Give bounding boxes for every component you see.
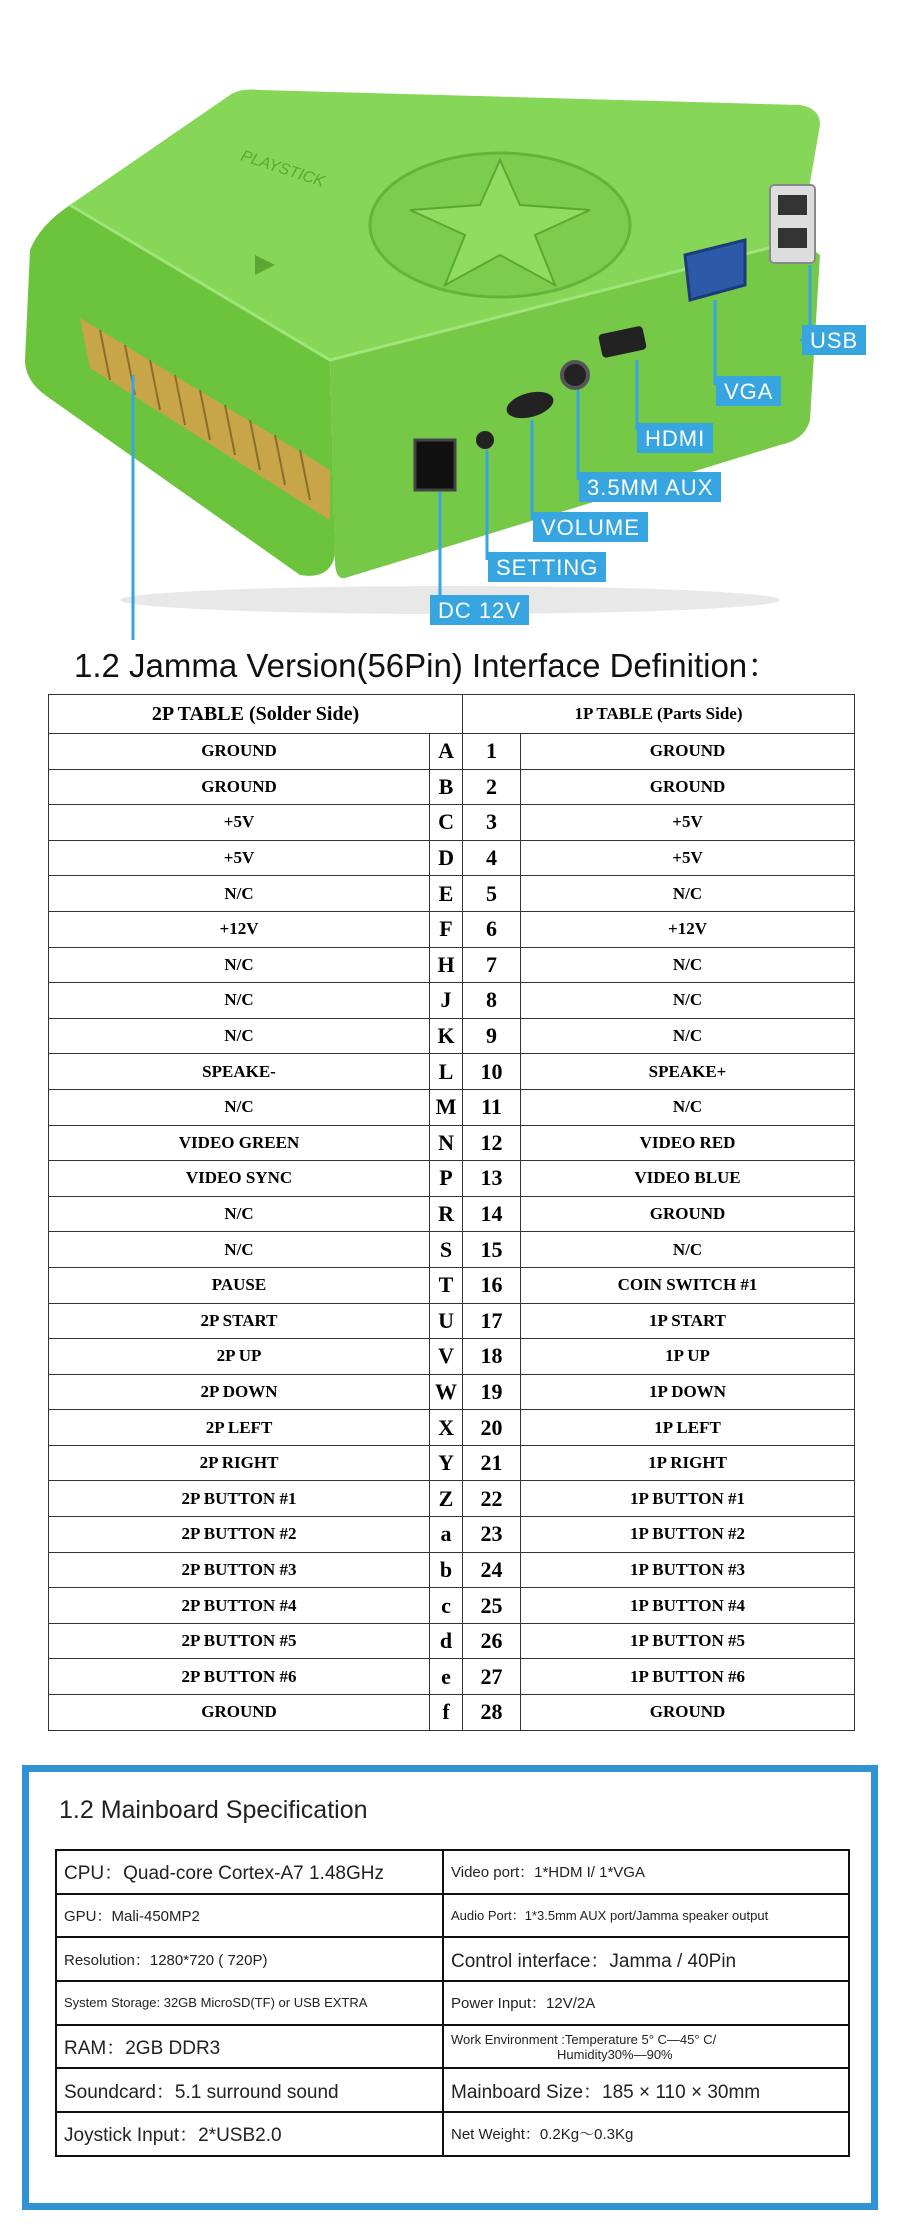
pin-right-signal: VIDEO BLUE	[521, 1161, 855, 1197]
pin-left-signal: 2P BUTTON #5	[49, 1623, 430, 1659]
pin-left-signal: GROUND	[49, 769, 430, 805]
pinout-row	[49, 840, 855, 876]
pin-left-signal: N/C	[49, 1018, 430, 1054]
pin-solder-letter: A	[430, 734, 463, 770]
spec-row	[56, 2025, 849, 2069]
pin-left-signal: SPEAKE-	[49, 1054, 430, 1090]
console-box-image	[0, 0, 900, 640]
pinout-row	[49, 769, 855, 805]
pinout-row	[49, 1339, 855, 1375]
pinout-row	[49, 1552, 855, 1588]
pinout-row	[49, 734, 855, 770]
pinout-row	[49, 1054, 855, 1090]
dc-jack-icon	[415, 440, 455, 490]
pin-left-signal: N/C	[49, 1232, 430, 1268]
pin-right-signal: N/C	[521, 983, 855, 1019]
pin-left-signal: 2P BUTTON #3	[49, 1552, 430, 1588]
pin-right-signal: SPEAKE+	[521, 1054, 855, 1090]
spec-work-environment-line1: Work Environment :Temperature 5° C—45° C/	[451, 2031, 717, 2047]
pin-right-signal: VIDEO RED	[521, 1125, 855, 1161]
pin-parts-number: 1	[463, 734, 521, 770]
spec-title: 1.2 Mainboard Specification	[59, 1796, 368, 1824]
spec-table	[55, 1849, 850, 2157]
pin-solder-letter: R	[430, 1196, 463, 1232]
aux-jack-icon	[562, 362, 588, 388]
pin-solder-letter: b	[430, 1552, 463, 1588]
pinout-row	[49, 1232, 855, 1268]
pinout-row	[49, 1517, 855, 1553]
pinout-row	[49, 1374, 855, 1410]
pin-right-signal: GROUND	[521, 1695, 855, 1731]
pin-right-signal: GROUND	[521, 734, 855, 770]
spec-row	[56, 1894, 849, 1938]
pin-left-signal: 2P LEFT	[49, 1410, 430, 1446]
pin-solder-letter: d	[430, 1623, 463, 1659]
pin-left-signal: GROUND	[49, 734, 430, 770]
pin-right-signal: 1P BUTTON #3	[521, 1552, 855, 1588]
pin-solder-letter: X	[430, 1410, 463, 1446]
pin-parts-number: 3	[463, 805, 521, 841]
pin-left-signal: VIDEO SYNC	[49, 1161, 430, 1197]
pin-solder-letter: B	[430, 769, 463, 805]
pin-right-signal: 1P BUTTON #5	[521, 1623, 855, 1659]
pin-parts-number: 10	[463, 1054, 521, 1090]
pin-parts-number: 26	[463, 1623, 521, 1659]
pin-left-signal: +5V	[49, 840, 430, 876]
pinout-row	[49, 1089, 855, 1125]
pin-parts-number: 14	[463, 1196, 521, 1232]
pin-solder-letter: e	[430, 1659, 463, 1695]
pin-solder-letter: P	[430, 1161, 463, 1197]
product-illustration	[0, 0, 900, 640]
pin-left-signal: N/C	[49, 947, 430, 983]
pinout-row	[49, 1445, 855, 1481]
pin-solder-letter: U	[430, 1303, 463, 1339]
brand-logo-text: PLAYSTICK	[238, 147, 327, 191]
pin-solder-letter: T	[430, 1267, 463, 1303]
pin-solder-letter: V	[430, 1339, 463, 1375]
right-table-header: 1P TABLE (Parts Side)	[463, 695, 855, 734]
pinout-row	[49, 1196, 855, 1232]
pin-parts-number: 20	[463, 1410, 521, 1446]
spec-mainboard-size: Mainboard Size：185 × 110 × 30mm	[443, 2068, 849, 2112]
pin-left-signal: N/C	[49, 983, 430, 1019]
pin-parts-number: 9	[463, 1018, 521, 1054]
pin-left-signal: N/C	[49, 876, 430, 912]
pinout-title: 1.2 Jamma Version(56Pin) Interface Definition：	[74, 647, 781, 684]
pin-right-signal: 1P RIGHT	[521, 1445, 855, 1481]
spec-ram: RAM：2GB DDR3	[56, 2025, 443, 2069]
pin-solder-letter: E	[430, 876, 463, 912]
pin-left-signal: 2P DOWN	[49, 1374, 430, 1410]
pin-solder-letter: Y	[430, 1445, 463, 1481]
pinout-row	[49, 805, 855, 841]
pinout-row	[49, 1125, 855, 1161]
pin-left-signal: N/C	[49, 1196, 430, 1232]
pin-left-signal: PAUSE	[49, 1267, 430, 1303]
left-table-header: 2P TABLE (Solder Side)	[49, 695, 463, 734]
spec-gpu: GPU：Mali-450MP2	[56, 1894, 443, 1938]
pin-parts-number: 17	[463, 1303, 521, 1339]
pin-parts-number: 2	[463, 769, 521, 805]
pin-left-signal: 2P BUTTON #1	[49, 1481, 430, 1517]
pin-parts-number: 21	[463, 1445, 521, 1481]
pin-right-signal: 1P UP	[521, 1339, 855, 1375]
pinout-row	[49, 1481, 855, 1517]
pin-left-signal: +5V	[49, 805, 430, 841]
pin-parts-number: 27	[463, 1659, 521, 1695]
spec-joystick-input: Joystick Input：2*USB2.0	[56, 2112, 443, 2156]
spec-row	[56, 2112, 849, 2156]
pin-right-signal: N/C	[521, 1018, 855, 1054]
pinout-row	[49, 876, 855, 912]
pin-solder-letter: Z	[430, 1481, 463, 1517]
pin-parts-number: 4	[463, 840, 521, 876]
pinout-row	[49, 1695, 855, 1731]
spec-control-interface: Control interface：Jamma / 40Pin	[443, 1937, 849, 1981]
pin-parts-number: 8	[463, 983, 521, 1019]
spec-frame	[22, 1765, 878, 2210]
spec-row	[56, 1981, 849, 2025]
pin-right-signal: +5V	[521, 840, 855, 876]
spec-soundcard: Soundcard：5.1 surround sound	[56, 2068, 443, 2112]
pin-solder-letter: H	[430, 947, 463, 983]
pin-solder-letter: D	[430, 840, 463, 876]
setting-callout: SETTING	[488, 552, 606, 582]
pinout-row	[49, 911, 855, 947]
pin-right-signal: N/C	[521, 947, 855, 983]
spec-storage: System Storage: 32GB MicroSD(TF) or USB EXTRA	[56, 1981, 443, 2025]
pin-right-signal: +12V	[521, 911, 855, 947]
spec-power-input: Power Input：12V/2A	[443, 1981, 849, 2025]
spec-audio-port: Audio Port：1*3.5mm AUX port/Jamma speaker output	[443, 1894, 849, 1938]
hdmi-callout: HDMI	[637, 423, 713, 453]
pin-solder-letter: J	[430, 983, 463, 1019]
pinout-row	[49, 1623, 855, 1659]
pin-solder-letter: a	[430, 1517, 463, 1553]
pin-parts-number: 22	[463, 1481, 521, 1517]
pin-parts-number: 11	[463, 1089, 521, 1125]
pin-parts-number: 24	[463, 1552, 521, 1588]
pin-parts-number: 25	[463, 1588, 521, 1624]
pin-solder-letter: L	[430, 1054, 463, 1090]
spec-resolution: Resolution：1280*720 ( 720P)	[56, 1937, 443, 1981]
pin-parts-number: 15	[463, 1232, 521, 1268]
pin-solder-letter: S	[430, 1232, 463, 1268]
pinout-row	[49, 1161, 855, 1197]
pin-parts-number: 6	[463, 911, 521, 947]
pinout-row	[49, 1588, 855, 1624]
pin-solder-letter: c	[430, 1588, 463, 1624]
pin-right-signal: N/C	[521, 1232, 855, 1268]
pinout-row	[49, 1410, 855, 1446]
spec-cpu: CPU：Quad-core Cortex-A7 1.48GHz	[56, 1850, 443, 1894]
pin-left-signal: +12V	[49, 911, 430, 947]
spec-net-weight: Net Weight：0.2Kg～0.3Kg	[443, 2112, 849, 2156]
spec-row	[56, 1850, 849, 1894]
spec-video-port: Video port：1*HDM I/ 1*VGA	[443, 1850, 849, 1894]
setting-button-icon	[476, 431, 494, 449]
pin-left-signal: N/C	[49, 1089, 430, 1125]
pin-right-signal: COIN SWITCH #1	[521, 1267, 855, 1303]
pin-right-signal: 1P BUTTON #4	[521, 1588, 855, 1624]
pinout-header-row	[49, 695, 855, 734]
pin-solder-letter: W	[430, 1374, 463, 1410]
pin-solder-letter: C	[430, 805, 463, 841]
pin-left-signal: 2P UP	[49, 1339, 430, 1375]
pin-parts-number: 23	[463, 1517, 521, 1553]
pin-left-signal: 2P BUTTON #2	[49, 1517, 430, 1553]
spec-row	[56, 2068, 849, 2112]
pinout-row	[49, 1018, 855, 1054]
pinout-row	[49, 947, 855, 983]
pin-right-signal: 1P LEFT	[521, 1410, 855, 1446]
pin-right-signal: GROUND	[521, 1196, 855, 1232]
pin-solder-letter: F	[430, 911, 463, 947]
pin-left-signal: VIDEO GREEN	[49, 1125, 430, 1161]
aux-callout: 3.5MM AUX	[579, 472, 721, 502]
pin-parts-number: 12	[463, 1125, 521, 1161]
pinout-row	[49, 1267, 855, 1303]
pin-right-signal: N/C	[521, 1089, 855, 1125]
pin-right-signal: 1P BUTTON #1	[521, 1481, 855, 1517]
pin-parts-number: 18	[463, 1339, 521, 1375]
pin-right-signal: +5V	[521, 805, 855, 841]
pin-right-signal: GROUND	[521, 769, 855, 805]
pin-left-signal: GROUND	[49, 1695, 430, 1731]
pin-parts-number: 16	[463, 1267, 521, 1303]
pinout-body	[49, 734, 855, 1731]
volume-callout: VOLUME	[533, 512, 648, 542]
pin-parts-number: 7	[463, 947, 521, 983]
pinout-table	[48, 694, 855, 1731]
pin-left-signal: 2P BUTTON #4	[49, 1588, 430, 1624]
pinout-row	[49, 983, 855, 1019]
spec-row	[56, 1937, 849, 1981]
pin-parts-number: 13	[463, 1161, 521, 1197]
pin-left-signal: 2P RIGHT	[49, 1445, 430, 1481]
pin-parts-number: 28	[463, 1695, 521, 1731]
pin-right-signal: 1P START	[521, 1303, 855, 1339]
pinout-row	[49, 1303, 855, 1339]
pin-right-signal: 1P BUTTON #2	[521, 1517, 855, 1553]
pin-left-signal: 2P BUTTON #6	[49, 1659, 430, 1695]
usb-callout: USB	[802, 325, 866, 355]
vga-callout: VGA	[716, 376, 781, 406]
pin-solder-letter: f	[430, 1695, 463, 1731]
pin-right-signal: 1P DOWN	[521, 1374, 855, 1410]
pin-right-signal: 1P BUTTON #6	[521, 1659, 855, 1695]
dc-callout: DC 12V	[430, 595, 529, 625]
pin-parts-number: 19	[463, 1374, 521, 1410]
pin-solder-letter: N	[430, 1125, 463, 1161]
spec-work-environment	[443, 2025, 849, 2069]
pin-parts-number: 5	[463, 876, 521, 912]
pinout-row	[49, 1659, 855, 1695]
spec-work-environment-line2: Humidity30%—90%	[557, 2046, 673, 2062]
pin-solder-letter: K	[430, 1018, 463, 1054]
pin-solder-letter: M	[430, 1089, 463, 1125]
pin-left-signal: 2P START	[49, 1303, 430, 1339]
pin-right-signal: N/C	[521, 876, 855, 912]
